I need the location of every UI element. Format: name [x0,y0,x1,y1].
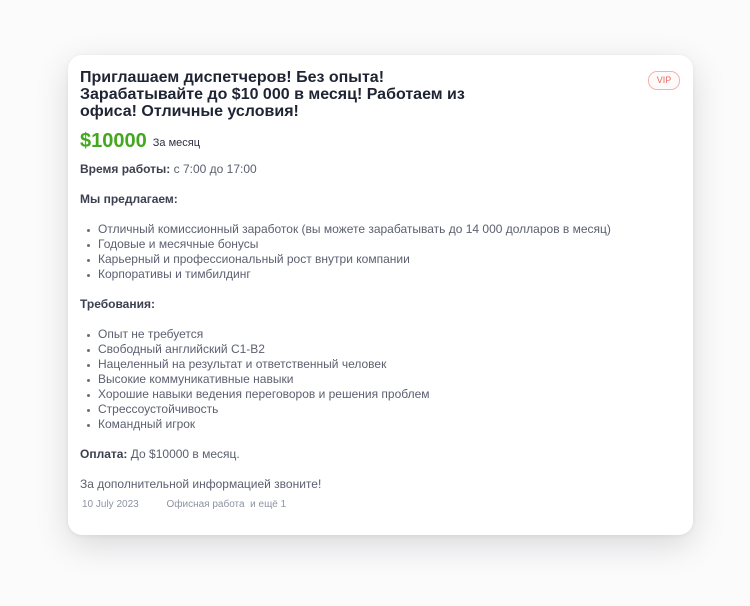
list-item: Отличный комиссионный заработок (вы можете зарабатывать до 14 000 долларов в месяц) [80,222,681,237]
payment-label: Оплата: [80,447,128,461]
offer-list [80,222,681,282]
payment-value: До $10000 в месяц. [127,447,240,461]
list-item: Нацеленный на результат и ответственный человек [80,357,681,372]
salary-amount: $10000 [80,130,147,152]
job-card[interactable] [68,55,693,535]
work-hours-label: Время работы: [80,162,171,176]
job-description [80,162,681,492]
job-tags[interactable]: Офисная работа и ещё 1 [166,499,287,510]
salary-period: За месяц [152,136,201,149]
list-item: Корпоративы и тимбилдинг [80,267,681,282]
list-item: Высокие коммуникативные навыки [80,372,681,387]
list-item: Хорошие навыки ведения переговоров и решения проблем [80,387,681,402]
list-item: Карьерный и профессиональный рост внутри компании [80,252,681,267]
contact-text: За дополнительной информацией звоните! [80,477,322,491]
work-hours [80,162,681,177]
requirements-heading: Требования: [80,297,155,311]
offer-heading: Мы предлагаем: [80,192,178,206]
salary-row [80,128,681,154]
work-hours-value: с 7:00 до 17:00 [170,162,257,176]
list-item: Командный игрок [80,417,681,432]
vip-badge: VIP [648,71,680,90]
list-item: Стрессоустойчивость [80,402,681,417]
list-item: Свободный английский С1-В2 [80,342,681,357]
job-title[interactable]: Приглашаем диспетчеров! Без опыта! Зарабатывайте до $10 000 в месяц! Работаем из офиса! Отличные условия! [80,69,465,120]
payment [80,447,681,462]
job-meta [80,498,681,512]
list-item: Опыт не требуется [80,327,681,342]
list-item: Годовые и месячные бонусы [80,237,681,252]
posted-date: 10 July 2023 [82,499,139,510]
requirements-list [80,327,681,432]
